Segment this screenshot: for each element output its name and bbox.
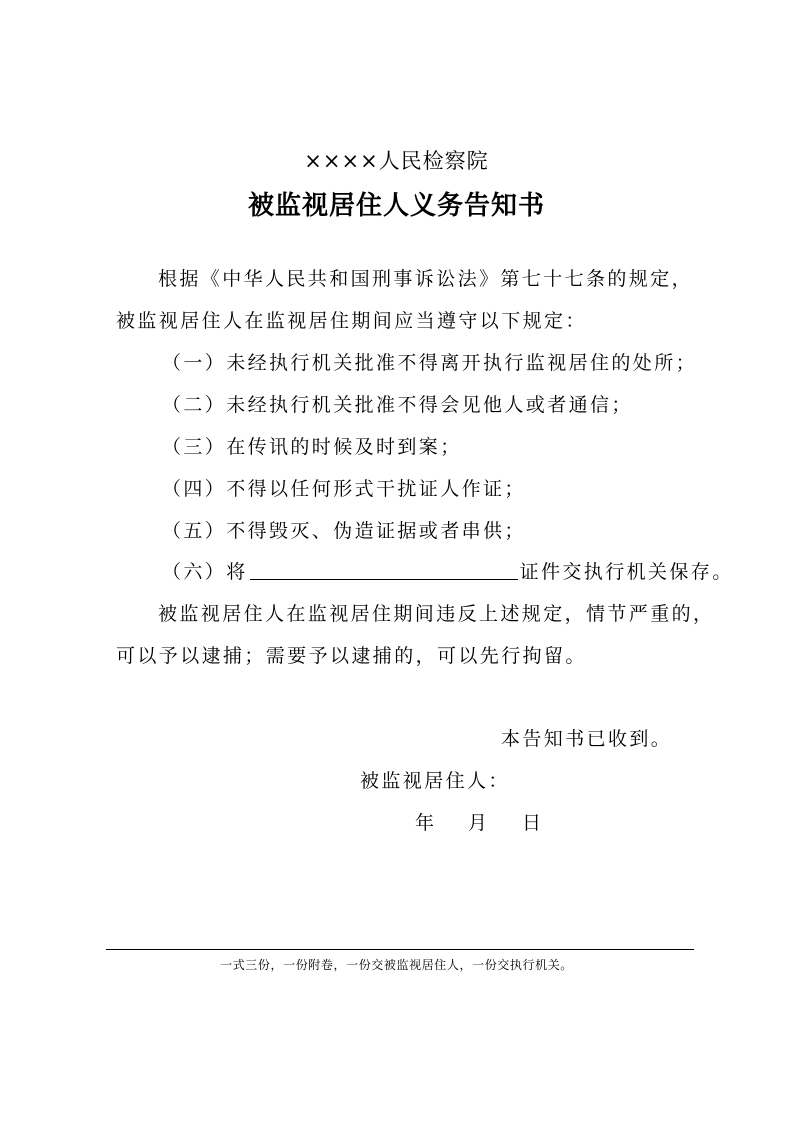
date-day-label: 日: [522, 812, 544, 834]
rule-item-1: （一）未经执行机关批准不得离开执行监视居住的处所；: [162, 352, 698, 374]
signature-label: 被监视居住人：: [360, 770, 510, 792]
date-month-label: 月: [468, 812, 490, 834]
document-title: 被监视居住人义务告知书: [247, 191, 545, 221]
footer-divider: [106, 949, 694, 950]
rule-item-2: （二）未经执行机关批准不得会见他人或者通信；: [162, 394, 633, 416]
intro-line-2: 被监视居住人在监视居住期间应当遵守以下规定：: [116, 310, 587, 332]
rule-item-3: （三）在传讯的时候及时到案；: [162, 436, 462, 458]
footer-note: 一式三份，一份附卷，一份交被监视居住人，一份交执行机关。: [220, 958, 573, 972]
warning-line-1: 被监视居住人在监视居住期间违反上述规定，情节严重的，: [158, 603, 715, 625]
rule-item-6-suffix: 证件交执行机关保存。: [519, 561, 734, 583]
intro-line-1: 根据《中华人民共和国刑事诉讼法》第七十七条的规定，: [158, 268, 694, 290]
rule-item-6-prefix: （六）将: [162, 561, 248, 583]
receipt-acknowledgement: 本告知书已收到。: [501, 728, 673, 750]
certificate-blank-field[interactable]: [250, 561, 518, 580]
rule-item-5: （五）不得毁灭、伪造证据或者串供；: [162, 520, 526, 542]
warning-line-2: 可以予以逮捕；需要予以逮捕的，可以先行拘留。: [116, 645, 587, 667]
rule-item-6: [162, 557, 734, 584]
date-year-label: 年: [415, 812, 437, 834]
organization-name: ××××人民检察院: [304, 149, 489, 173]
rule-item-4: （四）不得以任何形式干扰证人作证；: [162, 478, 526, 500]
